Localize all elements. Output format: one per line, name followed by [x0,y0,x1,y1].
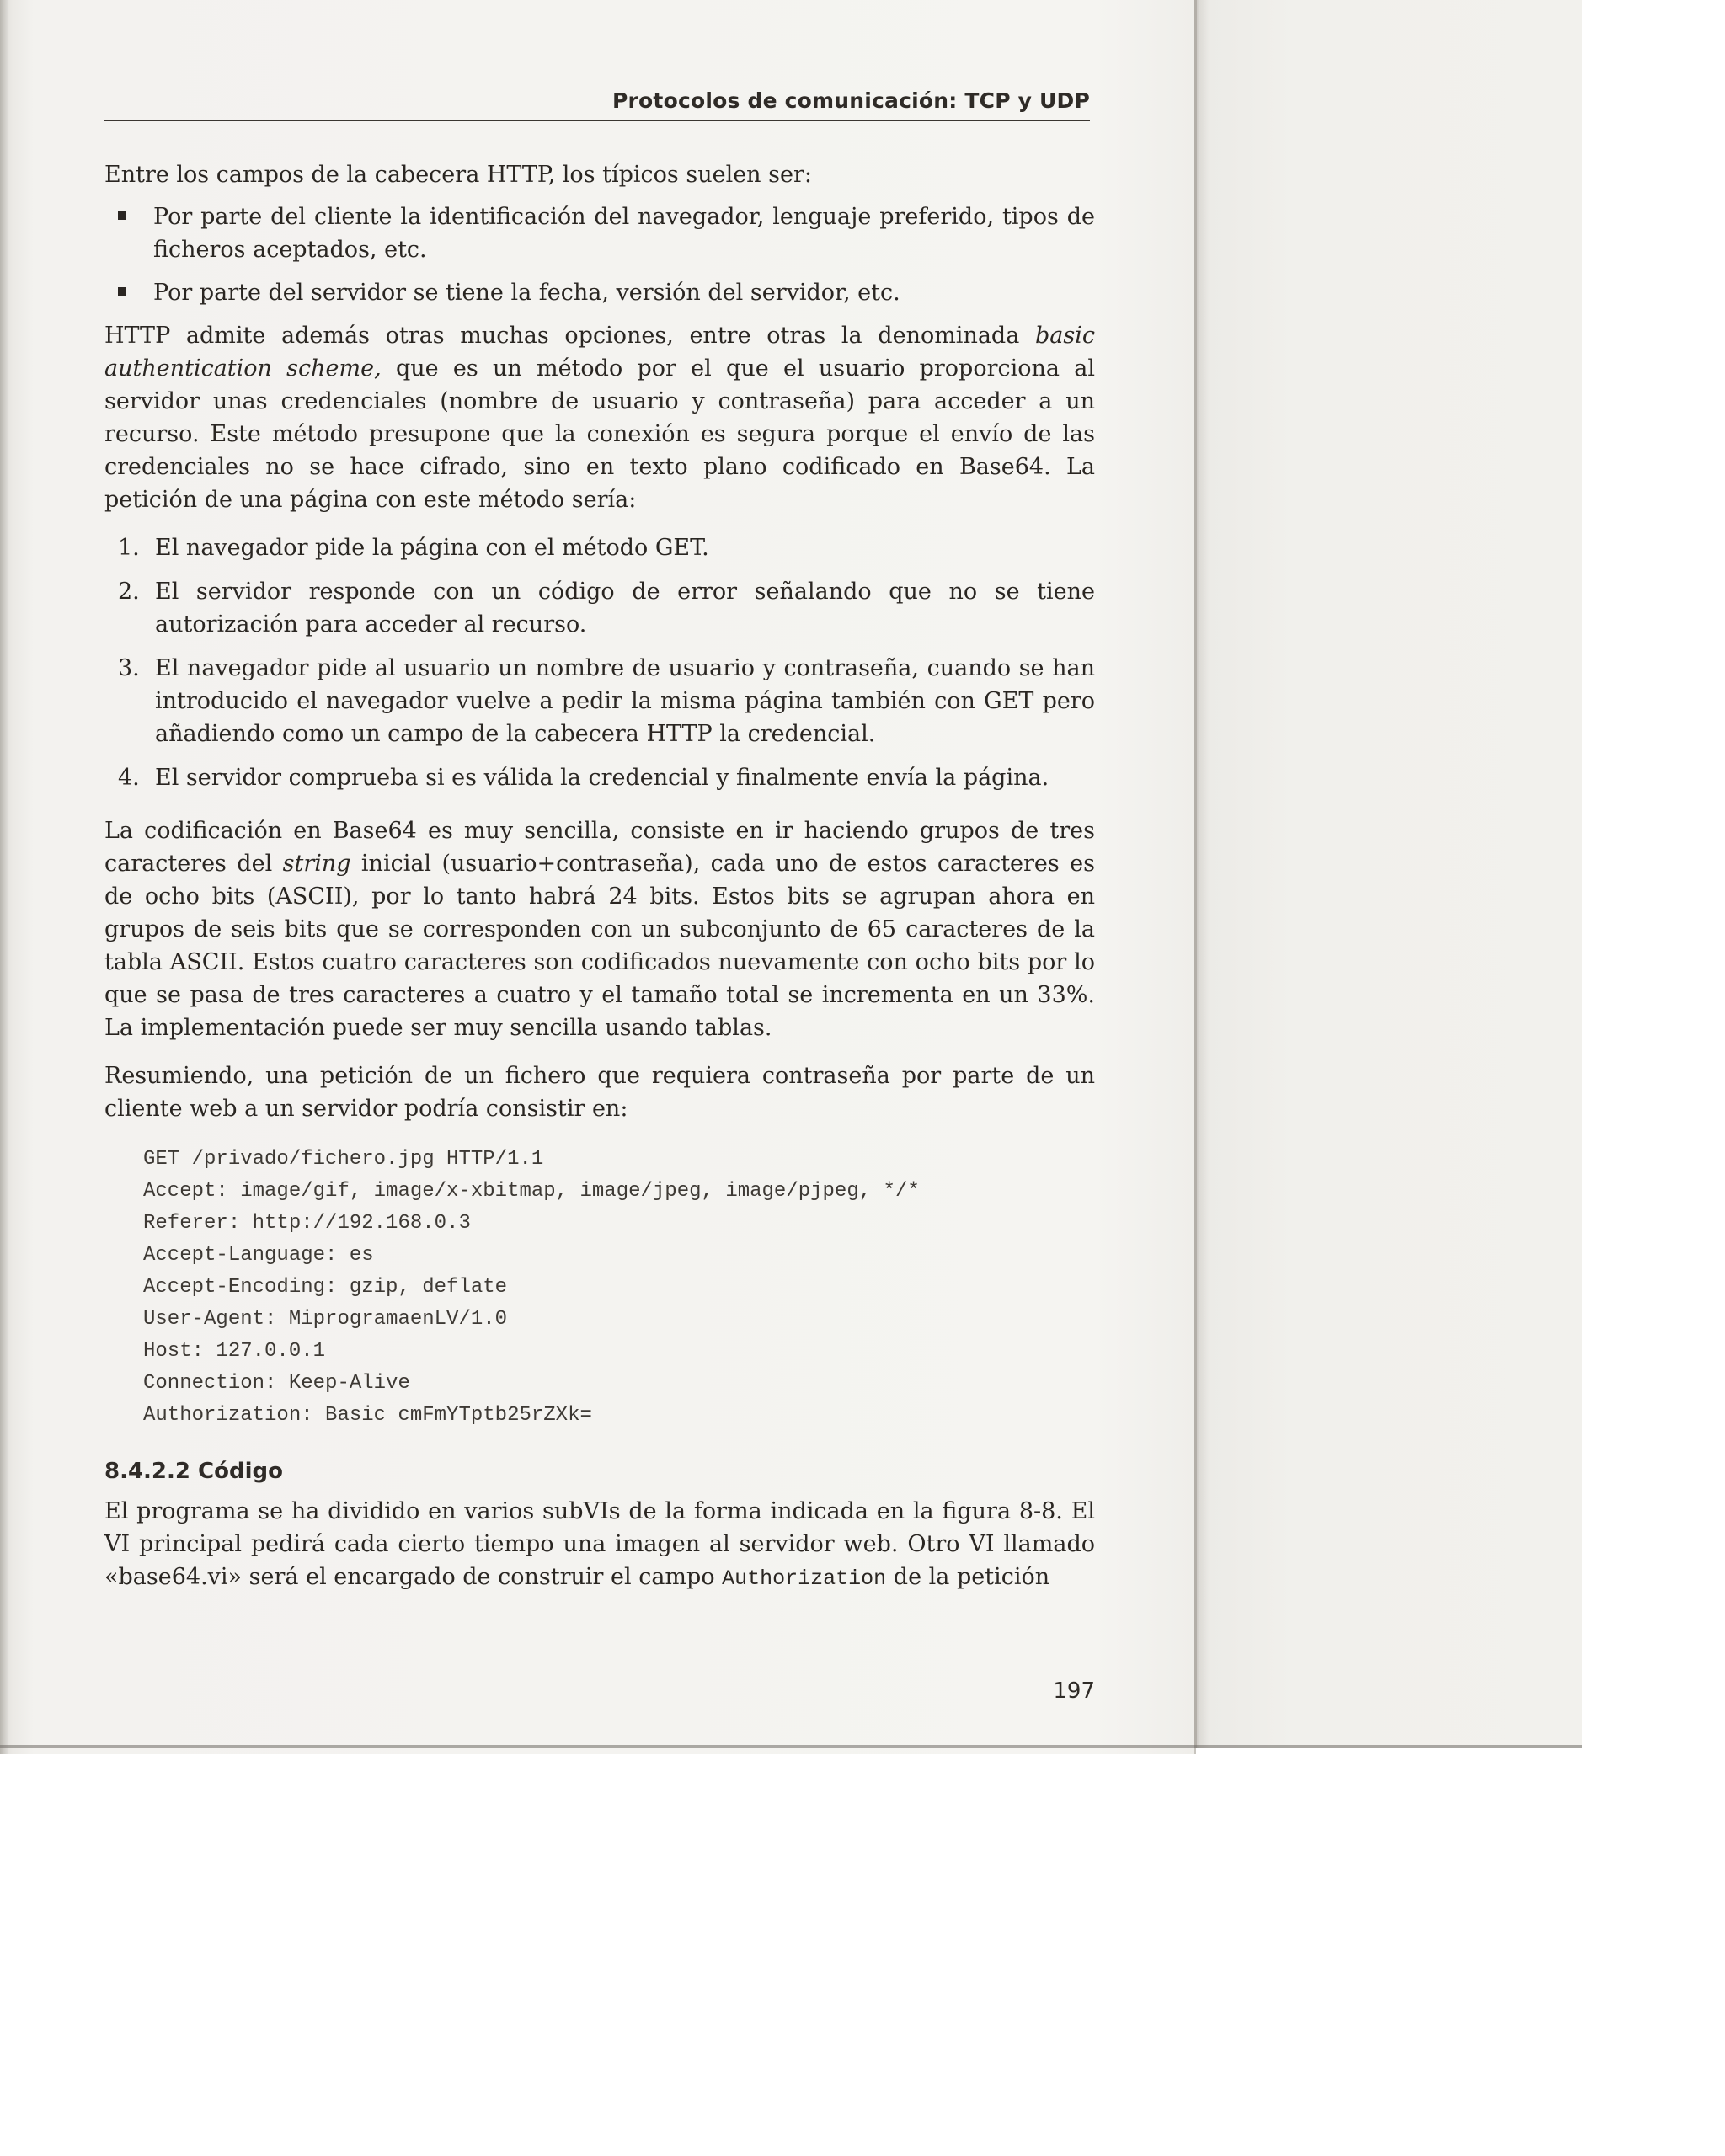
bullet-item [104,276,1095,309]
step-number: 3. [118,655,140,681]
inline-code: Authorization [722,1566,887,1591]
paragraph-text: HTTP admite además otras muchas opciones, entre otras la denominada [104,323,1035,349]
paragraph-text: La codificación en Base64 es muy sencilla, consiste en ir haciendo grupos de tres caracteres del [104,818,1095,877]
code-line: Accept: image/gif, image/x-xbitmap, image/jpeg, image/pjpeg, */* [143,1180,920,1203]
code-line: Accept-Language: es [143,1244,374,1267]
step-item [104,761,1095,794]
code-line: Host: 127.0.0.1 [143,1340,326,1363]
italic-term: basic authentication scheme, [104,323,1095,382]
intro-paragraph: Entre los campos de la cabecera HTTP, los típicos suelen ser: [104,162,812,188]
http-request-code [143,1144,1095,1432]
running-head: Protocolos de comunicación: TCP y UDP [104,86,1090,121]
square-bullet-icon [118,287,126,296]
bullet-text: Por parte del servidor se tiene la fecha, versión del servidor, etc. [153,280,900,306]
summary-paragraph: Resumiendo, una petición de un fichero que requiera contraseña por parte de un cliente web a un servidor podría consistir en: [104,1063,1095,1122]
numbered-steps [104,531,1095,794]
code-section-paragraph [104,1495,1095,1595]
paragraph-text: de la petición [886,1564,1050,1590]
step-text: El servidor comprueba si es válida la credencial y finalmente envía la página. [155,765,1049,791]
step-number: 1. [118,535,140,561]
page-gutter-shadow [1194,0,1197,1748]
page-left-shadow [0,0,8,1754]
paragraph-text: inicial (usuario+contraseña), cada uno de estos caracteres es de ocho bits (ASCII), por lo tanto habrá 24 bits. Estos bits se agrupan ahora en grupos de seis bits que se corresponden con un subconjunto de 65 caracteres de la tabla ASCII. Estos cuatro caracteres son codificados nuevamente con ocho bits por lo que se pasa de tres caracteres a cuatro y el tamaño total se incrementa en un 33%. La implementación puede ser muy sencilla usando tablas. [104,851,1095,1041]
adjacent-page-edge [1194,0,1582,1748]
auth-scheme-paragraph [104,319,1095,516]
step-number: 2. [118,579,140,605]
step-text: El navegador pide la página con el método GET. [155,535,709,561]
page-bottom-edge [0,1745,1582,1748]
step-text: El servidor responde con un código de error señalando que no se tiene autorización para acceder al recurso. [155,579,1095,638]
step-item [104,575,1095,641]
code-line: User-Agent: MiprogramaenLV/1.0 [143,1308,508,1331]
page-number: 197 [1053,1678,1095,1704]
italic-term: string [282,851,351,877]
step-text: El navegador pide al usuario un nombre de usuario y contraseña, cuando se han introducido el navegador vuelve a pedir la misma página también con GET pero añadiendo como un campo de la cabecera HTTP la credencial. [155,655,1095,747]
code-line: Connection: Keep-Alive [143,1372,410,1395]
bullet-text: Por parte del cliente la identificación del navegador, lenguaje preferido, tipos de ficheros aceptados, etc. [153,204,1095,263]
code-line: Referer: http://192.168.0.3 [143,1212,471,1235]
base64-paragraph [104,814,1095,1044]
step-item [104,652,1095,750]
step-number: 4. [118,765,140,791]
paragraph-text: El programa se ha dividido en varios subVIs de la forma indicada en la figura 8-8. El VI principal pedirá cada cierto tiempo una imagen al servidor web. Otro VI llamado «base64.vi» será el encargado de construir el campo [104,1498,1095,1590]
section-heading: 8.4.2.2 Código [104,1459,283,1484]
code-line: Accept-Encoding: gzip, deflate [143,1276,508,1299]
code-line: GET /privado/fichero.jpg HTTP/1.1 [143,1148,544,1171]
page-body [104,158,1095,1595]
square-bullet-icon [118,211,126,220]
bullet-item [104,200,1095,266]
code-line: Authorization: Basic cmFmYTptb25rZXk= [143,1404,592,1427]
paragraph-text: que es un método por el que el usuario proporciona al servidor unas credenciales (nombre de usuario y contraseña) para acceder a un recurso. Este método presupone que la conexión es segura porque el envío de las credenciales no se hace cifrado, sino en texto plano codificado en Base64. La petición de una página con este método sería: [104,355,1095,513]
bullet-list [104,200,1095,309]
step-item [104,531,1095,564]
